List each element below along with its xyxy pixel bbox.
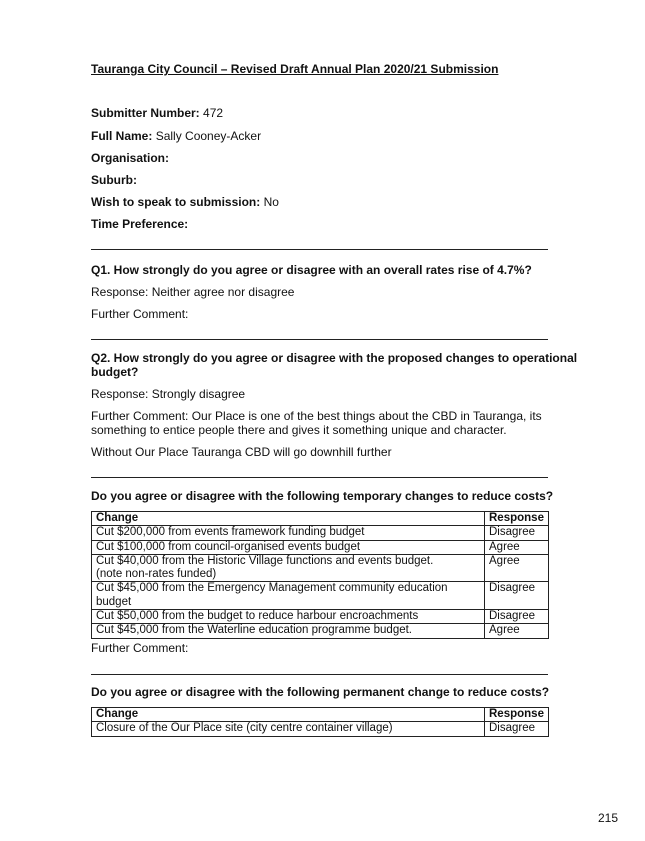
field-label: Suburb: — [91, 173, 137, 187]
change-cell: Cut $100,000 from council-organised events budget — [92, 540, 485, 554]
column-header-change: Change — [92, 708, 485, 722]
response-cell: Disagree — [485, 610, 549, 624]
q2-response: Response: Strongly disagree — [91, 387, 246, 401]
field-value: 472 — [203, 106, 224, 120]
table-row — [92, 554, 549, 582]
field-label: Organisation: — [91, 151, 170, 165]
change-cell: Cut $200,000 from events framework funding budget — [92, 526, 485, 540]
change-cell: Closure of the Our Place site (city centre container village) — [92, 722, 485, 736]
section-divider — [91, 674, 548, 675]
field-suburb — [91, 173, 137, 187]
document-title: Tauranga City Council – Revised Draft Annual Plan 2020/21 Submission — [91, 62, 499, 76]
change-cell: Cut $50,000 from the budget to reduce harbour encroachments — [92, 610, 485, 624]
section-divider — [91, 339, 548, 340]
field-label: Full Name: — [91, 129, 153, 143]
q1-response: Response: Neither agree nor disagree — [91, 285, 295, 299]
temporary-changes-table — [91, 511, 549, 639]
table-row — [92, 610, 549, 624]
q4-question: Do you agree or disagree with the following permanent change to reduce costs? — [91, 685, 550, 699]
table-row — [92, 624, 549, 638]
table-row — [92, 582, 549, 610]
change-cell — [92, 554, 485, 582]
field-label: Wish to speak to submission: — [91, 195, 261, 209]
q3-question: Do you agree or disagree with the following temporary changes to reduce costs? — [91, 489, 554, 503]
column-header-change: Change — [92, 512, 485, 526]
field-full-name — [91, 129, 261, 143]
response-cell: Disagree — [485, 526, 549, 540]
section-divider — [91, 477, 548, 478]
table-row — [92, 722, 549, 736]
table-row — [92, 540, 549, 554]
field-submitter-number — [91, 106, 223, 120]
change-cell: Cut $45,000 from the Emergency Management community education budget — [92, 582, 485, 610]
q3-comment: Further Comment: — [91, 641, 189, 655]
table-row — [92, 526, 549, 540]
table-header-row — [92, 708, 549, 722]
field-wish-to-speak — [91, 195, 279, 209]
permanent-change-table — [91, 707, 549, 737]
field-label: Submitter Number: — [91, 106, 200, 120]
field-time-preference — [91, 217, 188, 231]
field-value: Sally Cooney-Acker — [155, 129, 262, 143]
q2-comment-extra: Without Our Place Tauranga CBD will go downhill further — [91, 445, 392, 459]
column-header-response: Response — [485, 708, 549, 722]
q2-comment-line1: Further Comment: Our Place is one of the best things about the CBD in Tauranga, its — [91, 409, 542, 423]
q2-question-line2: budget? — [91, 365, 139, 379]
q2-question-line1: Q2. How strongly do you agree or disagree with the proposed changes to operational — [91, 351, 578, 365]
section-divider — [91, 249, 548, 250]
response-cell: Agree — [485, 624, 549, 638]
response-cell: Disagree — [485, 582, 549, 610]
response-cell: Agree — [485, 554, 549, 582]
field-label: Time Preference: — [91, 217, 189, 231]
field-value: No — [263, 195, 279, 209]
response-cell: Disagree — [485, 722, 549, 736]
response-cell: Agree — [485, 540, 549, 554]
change-cell: Cut $45,000 from the Waterline education programme budget. — [92, 624, 485, 638]
column-header-response: Response — [485, 512, 549, 526]
field-organisation — [91, 151, 169, 165]
q2-comment-line2: something to entice people there and gives it something unique and character. — [91, 423, 507, 437]
table-header-row — [92, 512, 549, 526]
q1-comment: Further Comment: — [91, 307, 189, 321]
change-note: (note non-rates funded) — [96, 568, 217, 581]
change-text: Cut $40,000 from the Historic Village functions and events budget. — [96, 554, 434, 567]
q1-question: Q1. How strongly do you agree or disagree with an overall rates rise of 4.7%? — [91, 263, 532, 277]
page-number: 215 — [597, 811, 618, 825]
